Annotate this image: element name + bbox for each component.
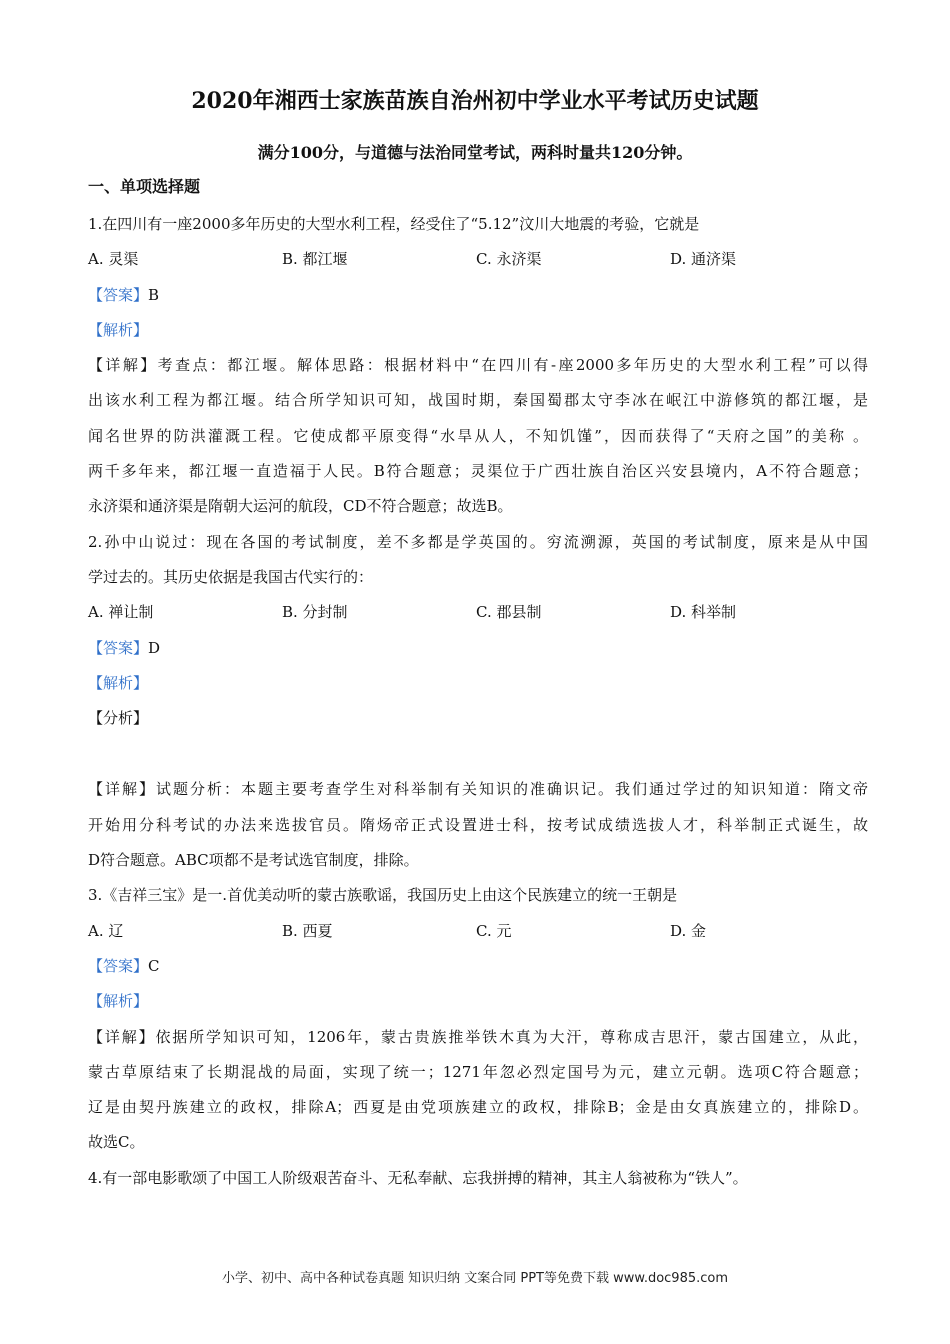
- q1-option-c: C. 永济渠: [476, 250, 542, 269]
- q3-options: [88, 914, 868, 949]
- q2-answer: [88, 631, 868, 666]
- q2-detail-line: D符合题意。ABC项都不是考试选官制度，排除。: [88, 851, 419, 870]
- q2-option-c: C. 郡县制: [476, 603, 542, 622]
- questions-body: [88, 207, 868, 1196]
- q2-fenxi-label: 【分析】: [88, 709, 149, 728]
- exam-subtitle: 满分100分，与道德与法治同堂考试，两科时量共120分钟。: [257, 143, 693, 162]
- q3-option-d: D. 金: [670, 921, 707, 940]
- q3-analysis-label: 【解析】: [88, 992, 149, 1011]
- q1-detail-line: 永济渠和通济渠是隋朝大运河的航段，CD不符合题意；故选B。: [88, 497, 513, 516]
- q1-analysis-label: 【解析】: [88, 320, 149, 339]
- q4-stem: 4.有一部电影歌颂了中国工人阶级艰苦奋斗、无私奉献、忘我拼搏的精神，其主人翁被称为“铁人”。: [88, 1168, 748, 1187]
- page-title: 2020年湘西士家族苗族自治州初中学业水平考试历史试题: [191, 88, 759, 114]
- q1-answer: [88, 278, 868, 313]
- q3-stem: 3.《吉祥三宝》是一.首优美动听的蒙古族歌谣，我国历史上由这个民族建立的统一王朝是: [88, 886, 678, 905]
- answer-label: 【答案】: [88, 956, 149, 975]
- section-heading: 一、单项选择题: [88, 177, 201, 196]
- q2-detail-line: 开始用分科考试的办法来选拔官员。隋炀帝正式设置进士科，按考试成绩选拔人才，科举制正式诞生，故: [88, 815, 868, 834]
- q3-detail-line: 故选C。: [88, 1133, 145, 1152]
- q1-detail-line: 两千多年来，都江堰一直造福于人民。B符合题意；灵渠位于广西壮族自治区兴安县境内，A不符合题意；: [88, 462, 868, 481]
- q2-detail-line: 【详解】试题分析：本题主要考查学生对科举制有关知识的准确识记。我们通过学过的知识知道：隋文帝: [88, 780, 868, 799]
- q3-option-c: C. 元: [476, 921, 512, 940]
- q3-detail-line: 辽是由契丹族建立的政权，排除A；西夏是由党项族建立的政权，排除B；金是由女真族建立的，排除D。: [88, 1098, 868, 1117]
- q2-analysis-label: 【解析】: [88, 673, 149, 692]
- answer-value: D: [148, 638, 161, 657]
- q3-detail-line: 【详解】依据所学知识可知，1206年，蒙古贵族推举铁木真为大汗，尊称成吉思汗，蒙古国建立，从此，: [88, 1027, 868, 1046]
- q2-options: [88, 595, 868, 630]
- page-footer: 小学、初中、高中各种试卷真题 知识归纳 文案合同 PPT等免费下载 www.doc985.com: [221, 1271, 729, 1286]
- q2-option-a: A. 禅让制: [88, 603, 154, 622]
- q3-option-a: A. 辽: [88, 921, 124, 940]
- q3-answer: [88, 949, 868, 984]
- q1-option-d: D. 通济渠: [670, 250, 737, 269]
- spacer: [88, 736, 868, 772]
- answer-label: 【答案】: [88, 638, 149, 657]
- q3-option-b: B. 西夏: [282, 921, 333, 940]
- q2-option-b: B. 分封制: [282, 603, 348, 622]
- q2-stem-line: 2.孙中山说过：现在各国的考试制度，差不多都是学英国的。穷流溯源，英国的考试制度，原来是从中国: [88, 532, 868, 551]
- answer-value: B: [148, 285, 160, 304]
- answer-label: 【答案】: [88, 285, 149, 304]
- q1-option-a: A. 灵渠: [88, 250, 139, 269]
- q2-stem-line: 学过去的。其历史依据是我国古代实行的：: [88, 567, 374, 586]
- q1-option-b: B. 都江堰: [282, 250, 348, 269]
- q1-detail-line: 【详解】考查点：都江堰。解体思路：根据材料中“在四川有-座2000多年历史的大型水利工程”可以得: [88, 356, 868, 375]
- q2-option-d: D. 科举制: [670, 603, 737, 622]
- q3-detail-line: 蒙古草原结束了长期混战的局面，实现了统一；1271年忽必烈定国号为元，建立元朝。选项C符合题意；: [88, 1062, 868, 1081]
- q1-stem: 1.在四川有一座2000多年历史的大型水利工程，经受住了“5.12”汶川大地震的考验，它就是: [88, 215, 700, 233]
- q1-detail-line: 闻名世界的防洪灌溉工程。它使成都平原变得“水旱从人，不知饥馑”，因而获得了“天府之国”的美称 。: [88, 426, 868, 445]
- q1-options: [88, 242, 868, 277]
- answer-value: C: [148, 956, 160, 975]
- q1-detail-line: 出该水利工程为都江堰。结合所学知识可知，战国时期，秦国蜀郡太守李冰在岷江中游修筑的都江堰，是: [88, 391, 868, 410]
